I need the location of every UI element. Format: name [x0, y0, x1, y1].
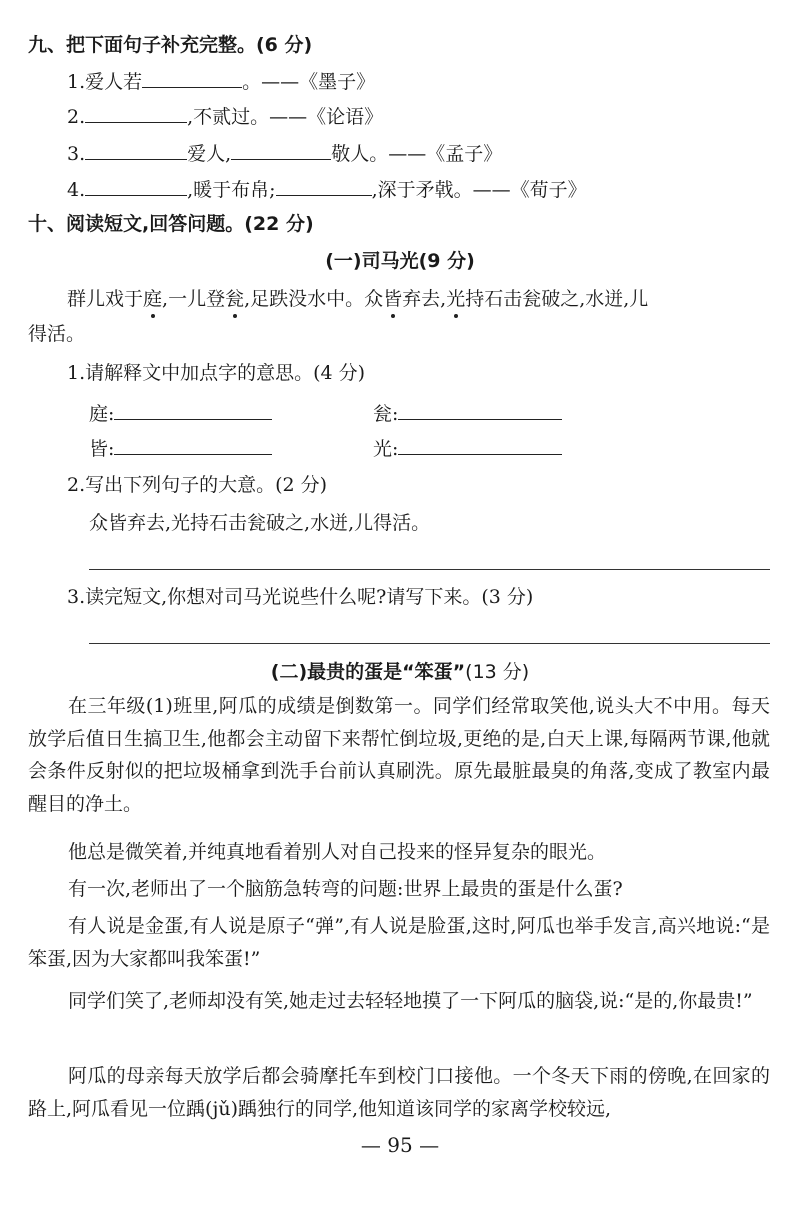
- definition-row: 庭:: [89, 401, 272, 426]
- answer-blank[interactable]: [142, 69, 242, 88]
- section-10-heading: 十、阅读短文,回答问题。(22 分): [28, 213, 314, 235]
- sentence-4: 4. ,暖于布帛; ,深于矛戟。——《荀子》: [67, 179, 587, 201]
- dotted-char: 皆: [383, 288, 403, 310]
- dotted-char: 光: [446, 288, 466, 310]
- answer-blank[interactable]: [85, 104, 187, 123]
- answer-line[interactable]: [89, 569, 770, 570]
- answer-blank[interactable]: [85, 141, 187, 160]
- question-1: 1.请解释文中加点字的意思。(4 分): [67, 362, 366, 384]
- paragraph: 有一次,老师出了一个脑筋急转弯的问题:世界上最贵的蛋是什么蛋?: [68, 878, 623, 900]
- passage-2-title: (二)最贵的蛋是“笨蛋”(13 分): [270, 661, 530, 683]
- paragraph: 在三年级(1)班里,阿瓜的成绩是倒数第一。同学们经常取笑他,说头大不中用。每天放学后值日生搞卫生,他都会主动留下来帮忙倒垃圾,更绝的是,白天上课,每隔两节课,他就会条件反射似的把垃圾桶拿到洗手台前认真刷洗。原先最脏最臭的角落,变成了教室内最醒目的净土。: [28, 695, 770, 815]
- dotted-char: 庭: [143, 288, 163, 310]
- answer-blank[interactable]: [85, 177, 187, 196]
- passage-1-line-1: 群儿戏于庭,一儿登瓮,足跌没水中。众皆弃去,光持石击瓮破之,水迸,儿: [67, 288, 649, 310]
- answer-blank[interactable]: [114, 401, 272, 420]
- paragraph: 有人说是金蛋,有人说是原子“弹”,有人说是脸蛋,这时,阿瓜也举手发言,高兴地说:“是笨蛋,因为大家都叫我笨蛋!”: [28, 915, 770, 970]
- answer-blank[interactable]: [114, 436, 272, 455]
- paragraph: 同学们笑了,老师却没有笑,她走过去轻轻地摸了一下阿瓜的脑袋,说:“是的,你最贵!”: [68, 990, 753, 1012]
- question-3: 3.读完短文,你想对司马光说些什么呢?请写下来。(3 分): [67, 586, 534, 608]
- quoted-sentence: 众皆弃去,光持石击瓮破之,水迸,儿得活。: [89, 512, 431, 534]
- sentence-1: 1.爱人若 。——《墨子》: [67, 71, 376, 93]
- passage-1-line-2: 得活。: [28, 323, 86, 345]
- answer-line[interactable]: [89, 643, 770, 644]
- sentence-2: 2. ,不贰过。——《论语》: [67, 106, 384, 128]
- paragraph: 他总是微笑着,并纯真地看着别人对自己投来的怪异复杂的眼光。: [68, 841, 607, 863]
- answer-blank[interactable]: [398, 436, 562, 455]
- question-2: 2.写出下列句子的大意。(2 分): [67, 474, 328, 496]
- definition-row: 瓮:: [373, 401, 562, 426]
- dotted-char: 瓮: [225, 288, 245, 310]
- section-9-heading: 九、把下面句子补充完整。(6 分): [28, 34, 313, 56]
- passage-1-title: (一)司马光(9 分): [325, 250, 475, 272]
- page-number: — 95 —: [360, 1133, 440, 1157]
- answer-blank[interactable]: [276, 177, 372, 196]
- paragraph: 阿瓜的母亲每天放学后都会骑摩托车到校门口接他。一个冬天下雨的傍晚,在回家的路上,阿瓜看见一位踽(jǔ)踽独行的同学,他知道该同学的家离学校较远,: [28, 1065, 770, 1120]
- answer-blank[interactable]: [398, 401, 562, 420]
- answer-blank[interactable]: [231, 141, 331, 160]
- sentence-3: 3. 爱人, 敬人。——《孟子》: [67, 143, 503, 165]
- definition-row: 光:: [373, 436, 562, 461]
- definition-row: 皆:: [89, 436, 272, 461]
